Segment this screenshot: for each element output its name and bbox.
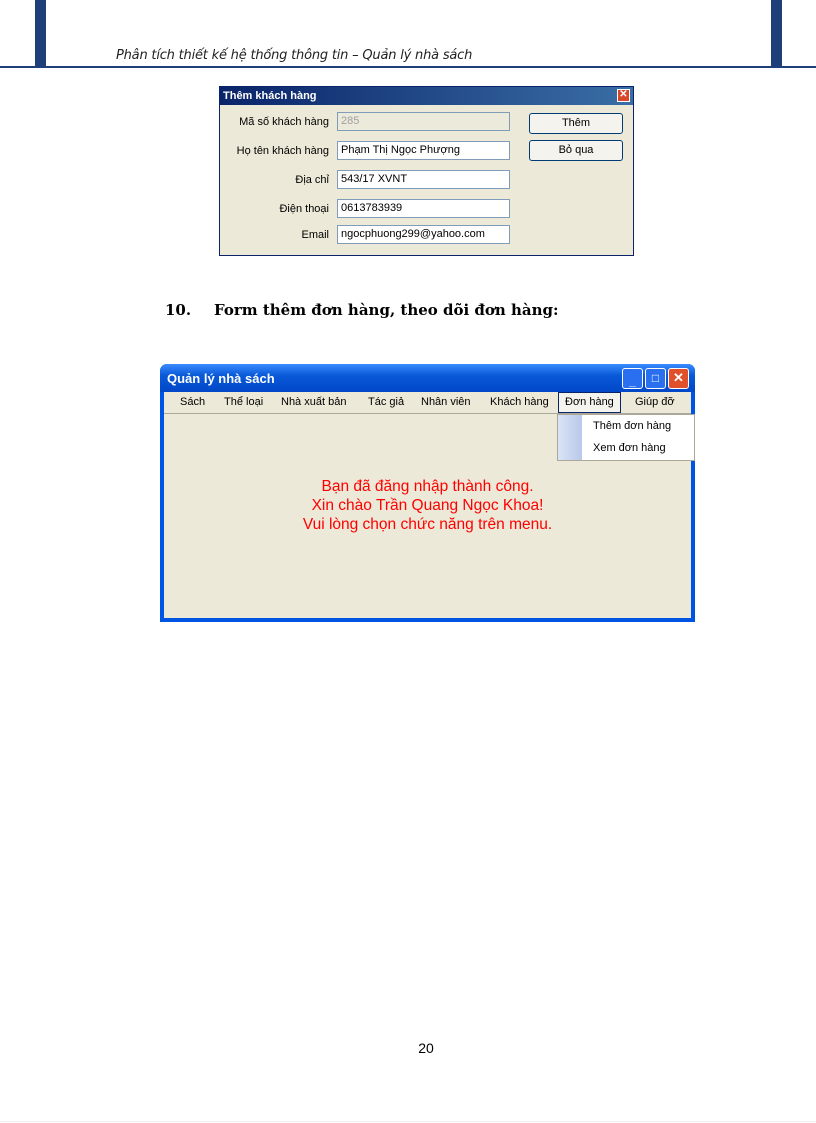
welcome-line-1: Bạn đã đăng nhập thành công. <box>321 478 534 495</box>
section-title: Form thêm đơn hàng, theo dõi đơn hàng: <box>214 301 559 319</box>
dropdown-view-orders[interactable]: Xem đơn hàng <box>593 442 666 454</box>
address-input[interactable]: 543/17 XVNT <box>337 170 510 189</box>
menu-categories[interactable]: Thể loại <box>224 396 264 408</box>
add-customer-dialog <box>219 86 634 256</box>
dropdown-add-order[interactable]: Thêm đơn hàng <box>593 420 672 432</box>
menu-authors[interactable]: Tác giả <box>368 396 405 408</box>
add-customer-button[interactable]: Thêm <box>529 113 623 134</box>
customer-id-input: 285 <box>337 112 510 131</box>
customer-name-label: Họ tên khách hàng <box>236 145 329 157</box>
skip-button[interactable]: Bỏ qua <box>529 140 623 161</box>
menu-publishers[interactable]: Nhà xuất bản <box>281 396 347 408</box>
dropdown-icon-stripe <box>558 415 582 460</box>
header-rule <box>0 66 816 68</box>
minimize-icon[interactable]: _ <box>622 368 643 389</box>
phone-label: Điện thoại <box>279 203 329 215</box>
address-label: Địa chỉ <box>295 174 329 186</box>
header-right-bar <box>771 0 782 66</box>
section-number: 10. <box>165 301 192 319</box>
page-number: 20 <box>418 1040 434 1056</box>
close-icon[interactable]: ✕ <box>668 368 689 389</box>
header-left-bar <box>35 0 46 66</box>
section-heading <box>165 301 559 319</box>
email-label: Email <box>301 229 329 241</box>
dialog-title: Thêm khách hàng <box>223 90 317 102</box>
menu-staff[interactable]: Nhân viên <box>421 396 471 408</box>
main-window-title: Quản lý nhà sách <box>167 371 275 386</box>
orders-dropdown-menu <box>557 414 695 461</box>
footer-rule <box>0 1121 816 1122</box>
menu-bar <box>164 392 691 414</box>
customer-name-input[interactable]: Phạm Thị Ngọc Phượng <box>337 141 510 160</box>
dialog-close-icon[interactable]: ✕ <box>617 89 630 102</box>
maximize-icon[interactable]: □ <box>645 368 666 389</box>
menu-orders[interactable]: Đơn hàng <box>558 392 621 413</box>
customer-id-label: Mã số khách hàng <box>239 116 329 128</box>
welcome-line-3: Vui lòng chọn chức năng trên menu. <box>302 516 553 533</box>
email-input[interactable]: ngocphuong299@yahoo.com <box>337 225 510 244</box>
main-window-titlebar <box>160 364 695 392</box>
menu-books[interactable]: Sách <box>180 396 206 408</box>
welcome-line-2: Xin chào Trần Quang Ngọc Khoa! <box>311 497 544 514</box>
phone-input[interactable]: 0613783939 <box>337 199 510 218</box>
dialog-titlebar <box>220 87 633 105</box>
menu-customers[interactable]: Khách hàng <box>490 396 549 408</box>
main-window <box>160 364 695 622</box>
menu-help[interactable]: Giúp đỡ <box>635 396 675 408</box>
welcome-message <box>164 477 691 534</box>
running-header: Phân tích thiết kế hệ thống thông tin – Quản lý nhà sách <box>116 48 473 63</box>
